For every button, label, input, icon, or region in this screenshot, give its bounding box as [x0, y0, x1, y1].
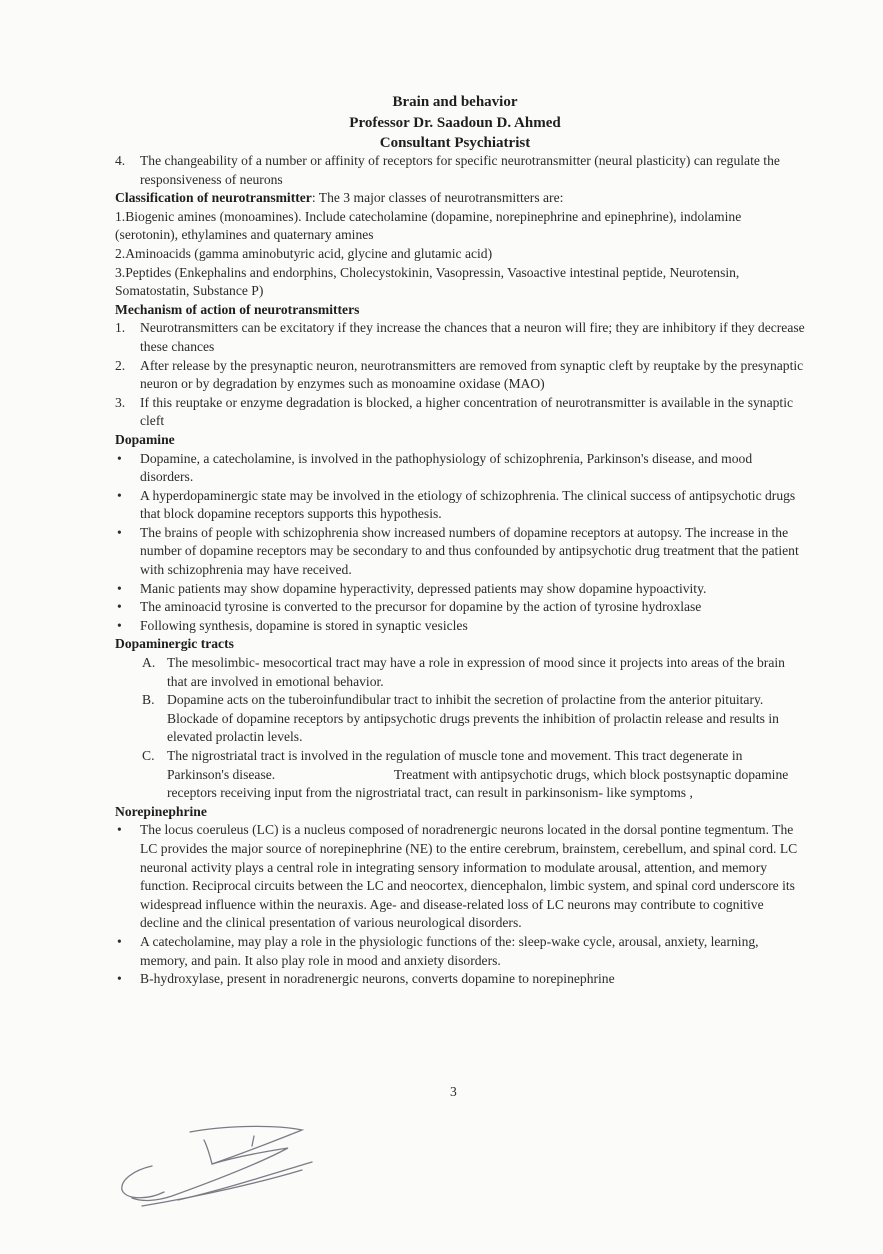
list-item-text: Manic patients may show dopamine hyperactivity, depressed patients may show dopamine hypoactivity.	[140, 580, 707, 596]
list-item-text: The brains of people with schizophrenia show increased numbers of dopamine receptors at autopsy. The increase in the number of dopamine receptors may be secondary to and thus confounded by antipsychotic drug treatment that the patient with schizophrenia may have received.	[140, 524, 799, 578]
list-item-text: Neurotransmitters can be excitatory if they increase the chances that a neuron will fire; they are inhibitory if they decrease these chances	[140, 320, 805, 354]
list-item	[115, 487, 805, 524]
mechanism-heading: Mechanism of action of neurotransmitters	[115, 301, 360, 317]
list-item	[115, 933, 805, 970]
list-marker: 4.	[115, 153, 126, 168]
list-item	[142, 654, 805, 691]
list-item	[115, 524, 805, 580]
bullet-marker: •	[117, 933, 122, 949]
document-body	[115, 152, 805, 989]
list-item-text: The nigrostriatal tract is involved in the regulation of muscle tone and movement. This tract degenerate in Parkinson's disease. Treatment with antipsychotic drugs, which block postsynaptic dopamine receptors receiving input from the nigrostriatal tract, can result in parkinsonism- like symptoms ,	[167, 748, 792, 801]
list-item-text: The locus coeruleus (LC) is a nucleus composed of noradrenergic neurons located in the dorsal pontine tegmentum. The LC provides the major source of norepinephrine (NE) to the entire cerebrum, brainstem, cerebellum, and spinal cord. LC neuronal activity plays a central role in integrating sensory information to modulate arousal, attention, and memory function. Reciprocal circuits between the LC and neocortex, diencephalon, limbic system, and spinal cord underscore its widespread influence within the neuraxis. Age- and disease-related loss of LC neurons may contribute to cognitive decline and the clinical presentation of various neurological disorders.	[140, 822, 798, 931]
list-marker: 1.	[115, 320, 126, 336]
classification-item-3: 3.Peptides (Enkephalins and endorphins, Cholecystokinin, Vasopressin, Vasoactive intestinal peptide, Neurotensin, Somatostatin, Substance P)	[115, 264, 740, 299]
list-item-text: A catecholamine, may play a role in the physiologic functions of the: sleep-wake cycle, arousal, anxiety, learning, memory, and pain. It also play role in mood and anxiety disorders.	[140, 933, 759, 968]
list-marker: C.	[142, 748, 155, 763]
list-item	[115, 580, 805, 599]
classification-paragraph	[115, 189, 805, 208]
classification-heading: Classification of neurotransmitter	[115, 190, 312, 206]
list-item-text: After release by the presynaptic neuron, neurotransmitters are removed from synaptic cleft by reuptake by the presynaptic neuron or by degradation by enzymes such as monoamine oxidase (MAO)	[140, 357, 804, 392]
list-item-text: A hyperdopaminergic state may be involved in the etiology of schizophrenia. The clinical success of antipsychotic drugs that block dopamine receptors supports this hypothesis.	[140, 487, 796, 522]
list-marker: B.	[142, 692, 155, 708]
bullet-marker: •	[117, 971, 122, 987]
list-item-text: Dopamine, a catecholamine, is involved in the pathophysiology of schizophrenia, Parkinson's disease, and mood disorders.	[140, 450, 753, 485]
list-item-text: B-hydroxylase, present in noradrenergic neurons, converts dopamine to norepinephrine	[140, 971, 615, 987]
signature-icon	[112, 1118, 317, 1208]
list-item	[142, 691, 805, 747]
bullet-marker: •	[117, 580, 122, 596]
list-item	[115, 598, 805, 617]
list-item	[115, 450, 805, 487]
norepinephrine-heading: Norepinephrine	[115, 803, 207, 819]
list-item	[115, 394, 805, 431]
norepinephrine-list	[115, 821, 805, 988]
list-item	[115, 617, 805, 636]
dopamine-list	[115, 450, 805, 636]
classification-item-2: 2.Aminoacids (gamma aminobutyric acid, glycine and glutamic acid)	[115, 245, 493, 261]
classification-lead: : The 3 major classes of neurotransmitters are:	[311, 190, 564, 206]
list-marker: A.	[142, 655, 156, 671]
bullet-marker: •	[117, 450, 122, 466]
document-title: Brain and behavior	[392, 94, 518, 110]
author-name: Professor Dr. Saadoun D. Ahmed	[349, 114, 561, 131]
intro-list	[115, 152, 805, 189]
list-item	[142, 747, 805, 803]
bullet-marker: •	[117, 487, 122, 503]
list-item-text: The aminoacid tyrosine is converted to the precursor for dopamine by the action of tyrosine hydroxlase	[140, 599, 702, 615]
list-item	[115, 319, 805, 356]
bullet-marker: •	[117, 822, 122, 838]
classification-item-1: 1.Biogenic amines (monoamines). Include catecholamine (dopamine, norepinephrine and epinephrine), indolamine (serotonin), ethylamines and quaternary amines	[115, 208, 742, 243]
page-number: 3	[450, 1084, 457, 1099]
list-item	[115, 821, 805, 933]
list-item-text: The mesolimbic- mesocortical tract may have a role in expression of mood since it projects into areas of the brain that are involved in emotional behavior.	[167, 655, 785, 689]
document-header	[0, 92, 883, 154]
bullet-marker: •	[117, 524, 122, 540]
list-marker: 2.	[115, 357, 126, 373]
bullet-marker: •	[117, 617, 122, 633]
list-item	[115, 357, 805, 394]
bullet-marker: •	[117, 599, 122, 615]
dopamine-heading: Dopamine	[115, 431, 175, 447]
mechanism-list	[115, 319, 805, 431]
list-item-text: If this reuptake or enzyme degradation is blocked, a higher concentration of neurotransmitter is available in the synaptic cleft	[140, 394, 794, 429]
list-item-text: The changeability of a number or affinity of receptors for specific neurotransmitter (neural plasticity) can regulate the responsiveness of neurons	[140, 153, 780, 187]
list-item-text: Following synthesis, dopamine is stored in synaptic vesicles	[140, 617, 468, 633]
list-item	[115, 970, 805, 989]
tracts-list	[115, 654, 805, 803]
list-marker: 3.	[115, 394, 126, 410]
tracts-heading: Dopaminergic tracts	[115, 636, 234, 652]
list-item	[115, 152, 805, 189]
list-item-text: Dopamine acts on the tuberoinfundibular tract to inhibit the secretion of prolactine from the anterior pituitary. Blockade of dopamine receptors by antipsychotic drugs prevents the inhibition of prolactin release and results in elevated prolactin levels.	[167, 692, 779, 745]
author-role: Consultant Psychiatrist	[379, 135, 531, 151]
